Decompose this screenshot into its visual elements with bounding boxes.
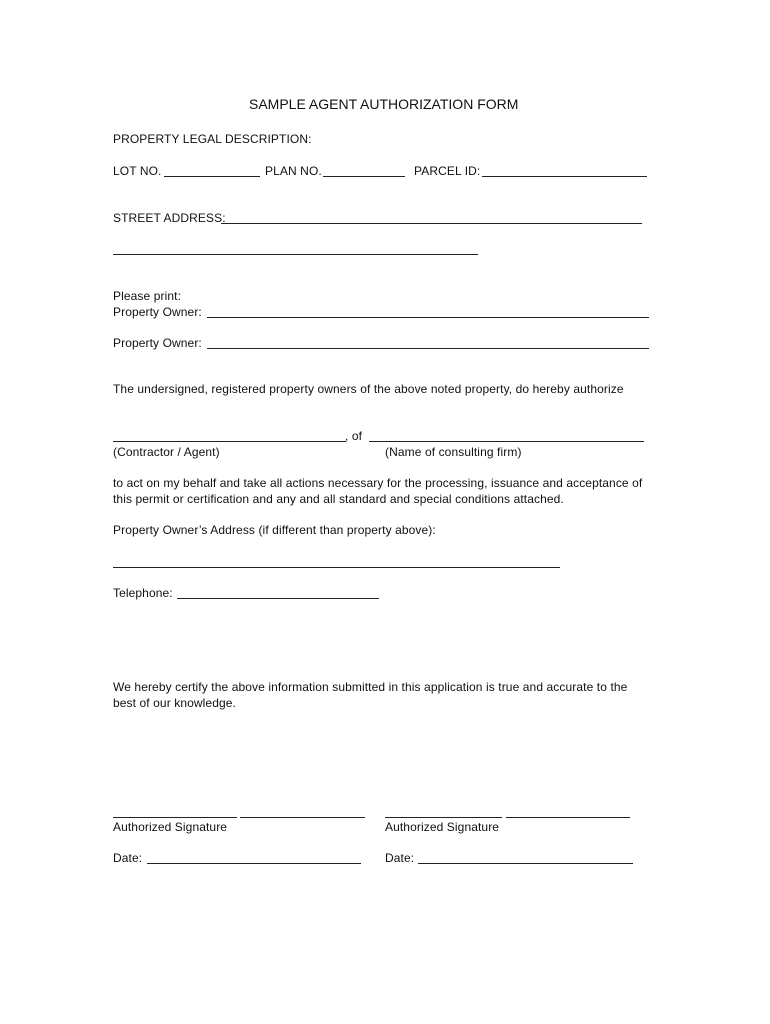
signature-field-left-a[interactable] — [113, 817, 237, 818]
street-address-field[interactable] — [221, 223, 642, 224]
property-owner-field-2[interactable] — [207, 348, 649, 349]
owner-address-label: Property Owner’s Address (if different than property above): — [113, 523, 436, 537]
plan-number-field[interactable] — [323, 176, 405, 177]
parcel-id-field[interactable] — [482, 176, 647, 177]
date-label-right: Date: — [385, 851, 415, 865]
contractor-agent-caption: (Contractor / Agent) — [113, 445, 220, 459]
parcel-id-label: PARCEL ID: — [414, 164, 481, 178]
consulting-firm-field[interactable] — [369, 441, 644, 442]
certify-line-2: best of our knowledge. — [113, 696, 236, 710]
of-label: , of — [345, 429, 363, 443]
authorized-signature-label-right: Authorized Signature — [385, 820, 500, 834]
please-print-label: Please print: — [113, 289, 182, 303]
legal-description-label: PROPERTY LEGAL DESCRIPTION: — [113, 132, 312, 146]
act-on-behalf-line-2: this permit or certification and any and all standard and special conditions attached. — [113, 492, 564, 506]
property-owner-field-1[interactable] — [207, 317, 649, 318]
authorize-statement: The undersigned, registered property owners of the above noted property, do hereby authorize — [113, 382, 624, 396]
property-owner-label-1: Property Owner: — [113, 305, 202, 319]
act-on-behalf-line-1: to act on my behalf and take all actions necessary for the processing, issuance and acceptance of — [113, 476, 643, 490]
property-owner-label-2: Property Owner: — [113, 336, 202, 350]
contractor-agent-field[interactable] — [113, 441, 346, 442]
telephone-field[interactable] — [177, 598, 379, 599]
street-address-label: STREET ADDRESS: — [113, 211, 226, 225]
certify-line-1: We hereby certify the above information submitted in this application is true and accurate to the — [113, 680, 628, 694]
lot-number-label: LOT NO. — [113, 164, 162, 178]
consulting-firm-caption: (Name of consulting firm) — [385, 445, 522, 459]
telephone-label: Telephone: — [113, 586, 173, 600]
plan-number-label: PLAN NO. — [265, 164, 322, 178]
signature-field-left-b[interactable] — [240, 817, 365, 818]
date-label-left: Date: — [113, 851, 143, 865]
date-field-right[interactable] — [418, 863, 633, 864]
owner-address-field[interactable] — [113, 567, 560, 568]
street-address-field-line-2[interactable] — [113, 254, 478, 255]
signature-field-right-b[interactable] — [506, 817, 630, 818]
date-field-left[interactable] — [147, 863, 361, 864]
lot-number-field[interactable] — [164, 176, 260, 177]
form-title: SAMPLE AGENT AUTHORIZATION FORM — [249, 96, 519, 112]
authorized-signature-label-left: Authorized Signature — [113, 820, 228, 834]
signature-field-right-a[interactable] — [385, 817, 502, 818]
